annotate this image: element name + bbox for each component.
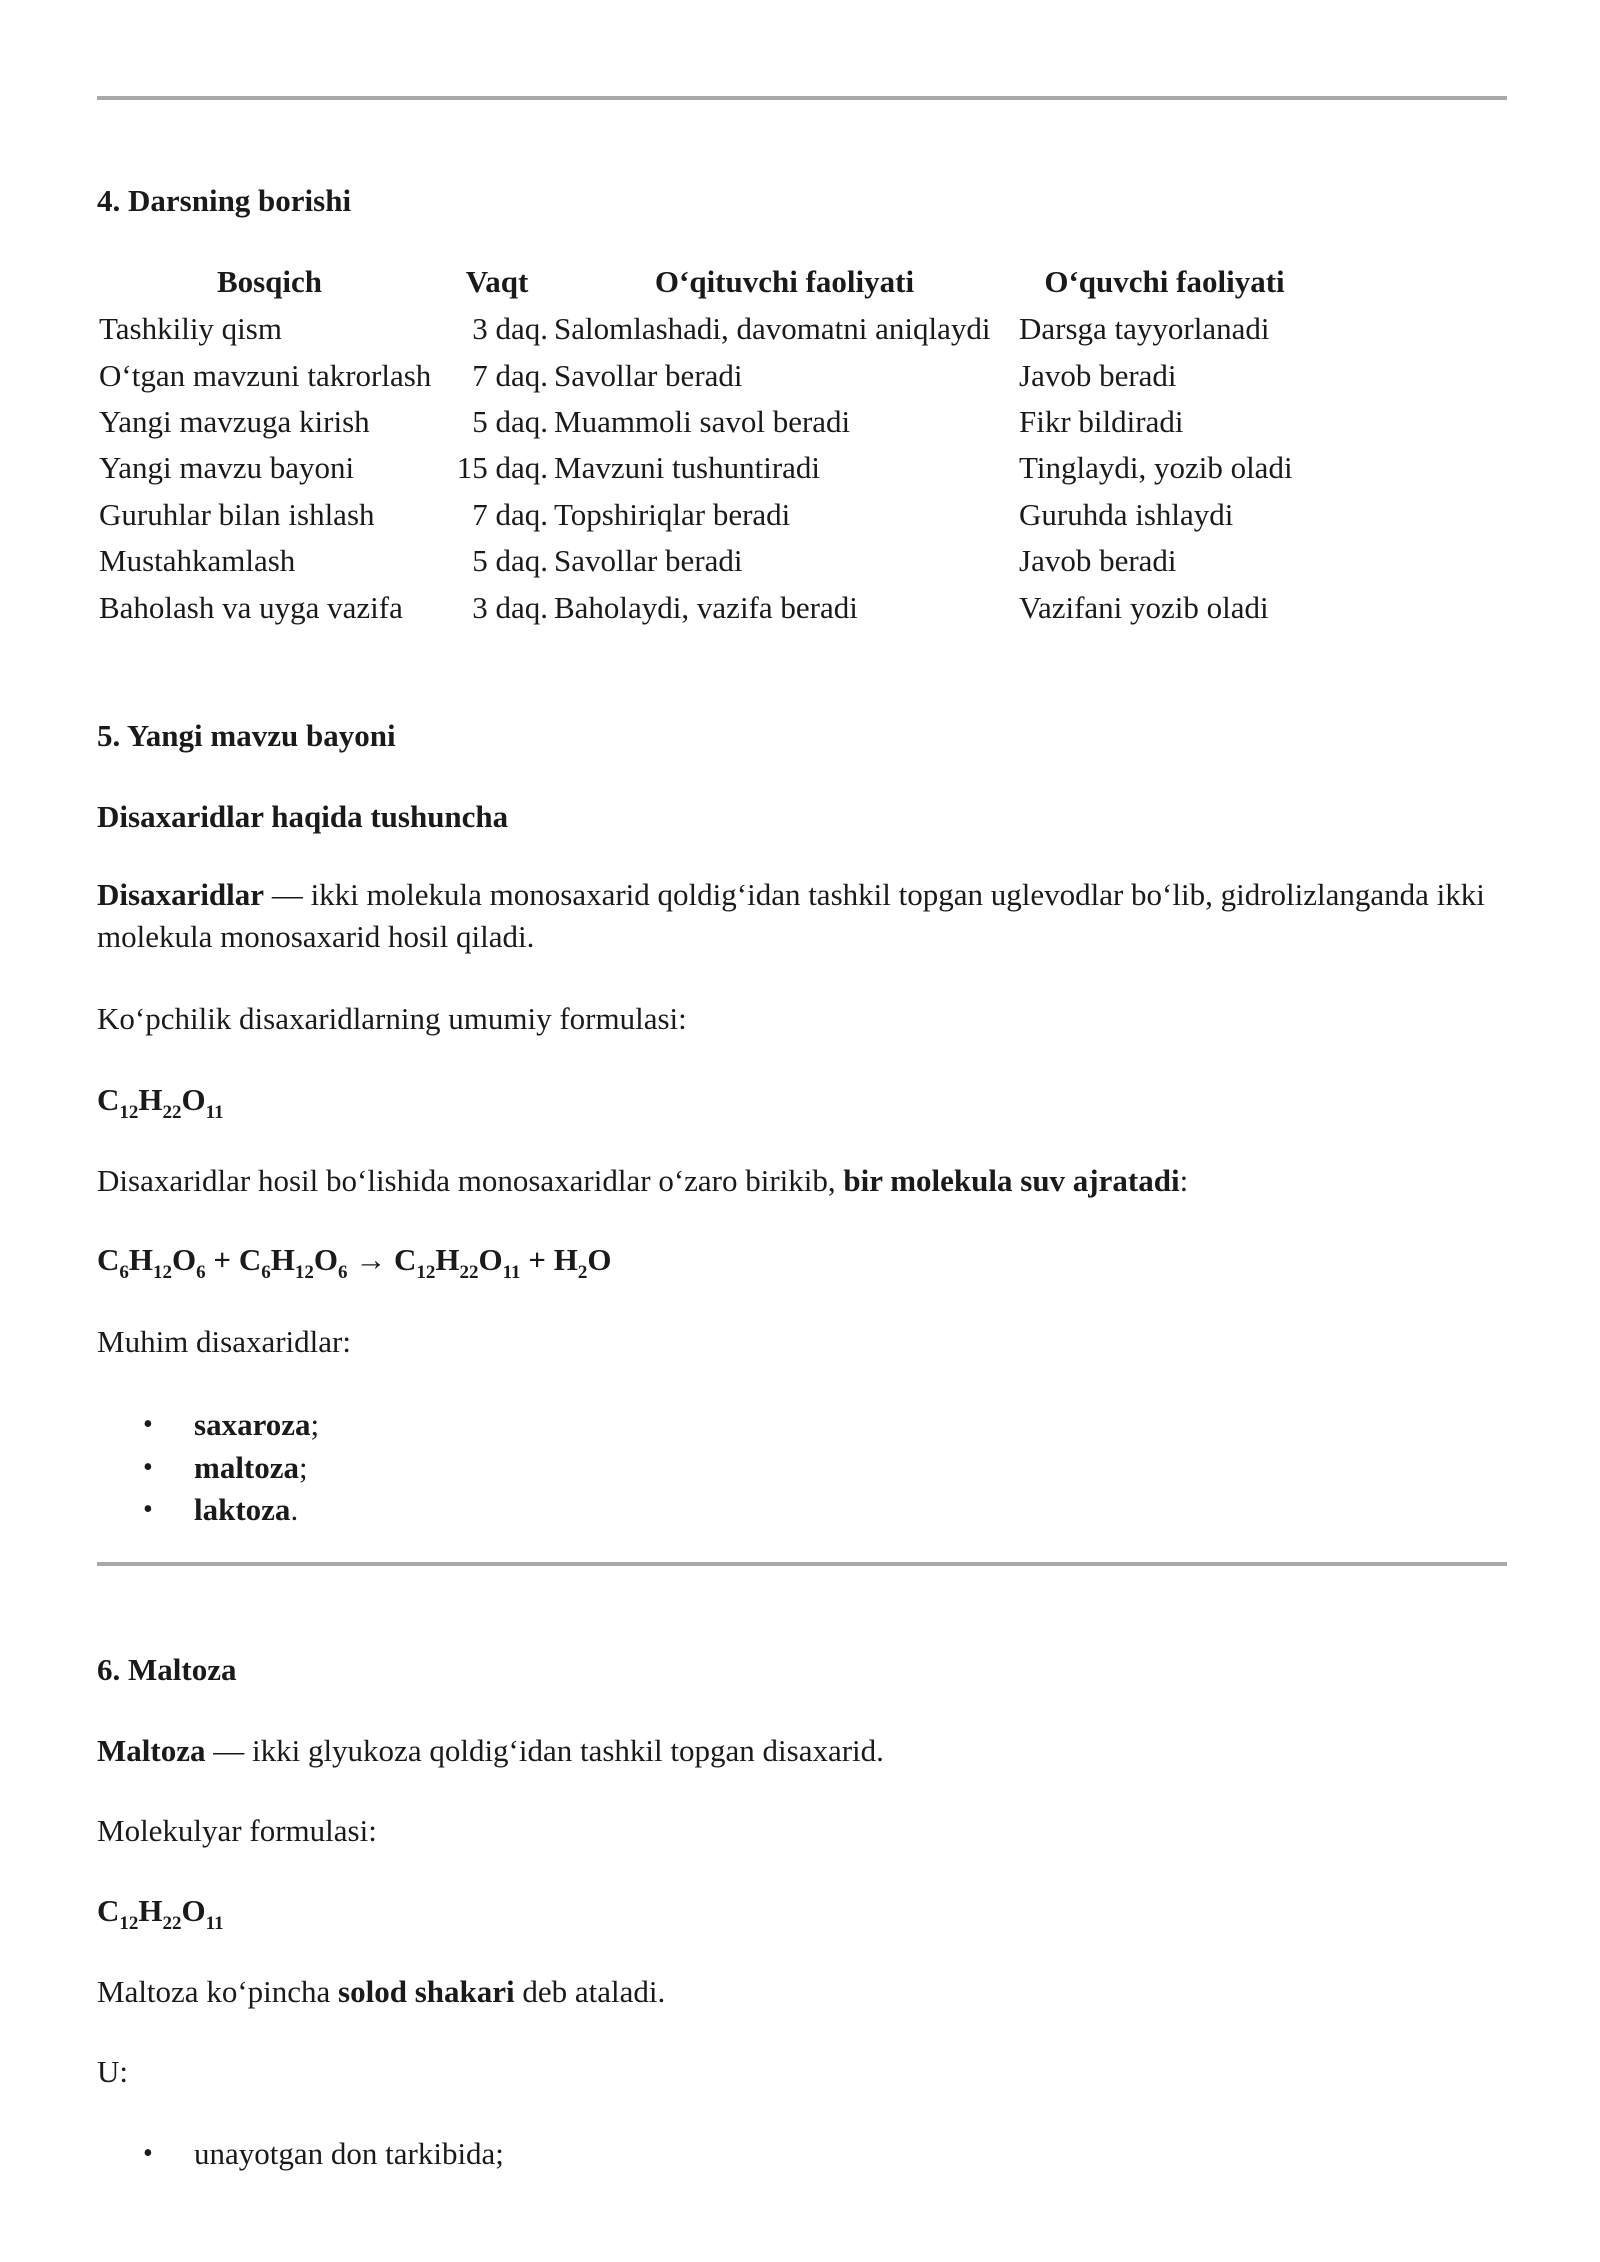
table-row — [97, 306, 1312, 352]
u-label: U: — [97, 2054, 128, 2089]
list-punct: ; — [310, 1407, 320, 1442]
disaccharide-name: saxaroza — [194, 1407, 311, 1442]
cell-teacher: Savollar beradi — [554, 357, 743, 393]
cell-student: Tinglaydi, yozib oladi — [1019, 450, 1293, 486]
list-item — [97, 1447, 319, 1490]
cell-student: Vazifani yozib oladi — [1019, 589, 1269, 625]
note-bold: solod shakari — [338, 1974, 515, 2009]
list-item — [97, 2133, 504, 2176]
section-6-heading: 6. Maltoza — [97, 1652, 237, 1687]
bullet-icon: • — [143, 1409, 153, 1440]
header-bosqich: Bosqich — [216, 264, 323, 299]
section-5-heading: 5. Yangi mavzu bayoni — [97, 718, 396, 753]
maltose-note — [97, 1971, 1517, 2013]
maltose-definition — [97, 1730, 1517, 1772]
cell-time: 3 daq. — [472, 311, 548, 347]
definition-term: Maltoza — [97, 1733, 206, 1768]
disaccharide-name: maltoza — [194, 1449, 300, 1485]
header-vaqt: Vaqt — [465, 264, 529, 299]
definition-text: — ikki molekula monosaxarid qoldig‘idan tashkil topgan uglevodlar bo‘lib, gidrolizlanganda ikki molekula monosaxarid hosil qiladi. — [97, 877, 1485, 954]
molecular-formula-label: Molekulyar formulasi: — [97, 1813, 377, 1848]
cell-stage: Guruhlar bilan ishlash — [99, 496, 375, 532]
list-punct: ; — [299, 1449, 308, 1485]
note-text: Maltoza ko‘pincha — [97, 1974, 339, 2009]
disaccharide-definition — [97, 874, 1517, 958]
lesson-plan-table — [97, 258, 1312, 631]
reaction-arrow: → — [355, 1242, 387, 1277]
table-row — [97, 399, 1312, 445]
bullet-icon: • — [143, 1494, 153, 1525]
cell-student: Javob beradi — [1019, 357, 1177, 393]
definition-term: Disaxaridlar — [97, 877, 265, 912]
disaccharide-name: laktoza — [194, 1492, 291, 1527]
general-formula-intro: Ko‘pchilik disaxaridlarning umumiy formulasi: — [97, 1001, 687, 1036]
cell-teacher: Mavzuni tushuntiradi — [554, 450, 821, 486]
cell-time: 5 daq. — [472, 403, 548, 439]
middle-divider — [97, 1562, 1507, 1566]
cell-time: 7 daq. — [472, 496, 548, 532]
cell-stage: Yangi mavzu bayoni — [99, 450, 355, 486]
table-header-row — [97, 258, 1312, 306]
cell-time: 15 daq. — [456, 450, 548, 486]
general-formula: $C_{12}H_{22}O_{11}$ — [97, 1082, 224, 1123]
cell-student: Javob beradi — [1019, 543, 1177, 579]
cell-student: Guruhda ishlaydi — [1019, 496, 1234, 532]
important-disaccharides-list — [97, 1404, 319, 1532]
plus-sign: + — [213, 1242, 232, 1277]
cell-time: 7 daq. — [472, 357, 548, 393]
list-item — [97, 1489, 319, 1532]
cell-stage: Tashkiliy qism — [99, 311, 282, 347]
list-punct: . — [290, 1492, 299, 1527]
formation-colon: : — [1179, 1163, 1189, 1198]
bullet-icon: • — [143, 1451, 153, 1483]
cell-teacher: Salomlashadi, davomatni aniqlaydi — [554, 311, 991, 347]
list-item — [97, 1404, 319, 1447]
maltose-formula: $C_{12}H_{22}O_{11}$ — [97, 1893, 224, 1934]
cell-time: 3 daq. — [472, 589, 548, 625]
cell-teacher: Topshiriqlar beradi — [554, 496, 791, 532]
table-row — [97, 492, 1312, 538]
table-row — [97, 352, 1312, 398]
source-text: unayotgan don tarkibida; — [194, 2136, 504, 2171]
cell-stage: O‘tgan mavzuni takrorlash — [99, 357, 432, 393]
table-row — [97, 445, 1312, 491]
formation-description — [97, 1160, 1517, 1202]
table-row — [97, 538, 1312, 584]
cell-teacher: Baholaydi, vazifa beradi — [554, 589, 858, 625]
important-disaccharides-label: Muhim disaxaridlar: — [97, 1324, 351, 1359]
cell-teacher: Savollar beradi — [554, 543, 743, 579]
cell-teacher: Muammoli savol beradi — [554, 403, 851, 439]
cell-stage: Yangi mavzuga kirish — [99, 403, 370, 439]
formation-text: Disaxaridlar hosil bo‘lishida monosaxaridlar o‘zaro birikib, — [97, 1163, 844, 1198]
cell-student: Fikr bildiradi — [1019, 403, 1184, 439]
cell-student: Darsga tayyorlanadi — [1019, 311, 1270, 347]
formation-equation: $C_6H_{12}O_6 + C_6H_{12}O_6 \to C_{12}H_{22}O_{11} + H_2O$ — [97, 1242, 612, 1283]
note-text-end: deb ataladi. — [514, 1974, 666, 2009]
cell-time: 5 daq. — [472, 543, 548, 579]
cell-stage: Baholash va uyga vazifa — [99, 589, 403, 625]
header-student: O‘quvchi faoliyati — [1044, 264, 1285, 299]
table-row — [97, 584, 1312, 630]
definition-text: — ikki glyukoza qoldig‘idan tashkil topgan disaxarid. — [205, 1733, 884, 1768]
header-teacher: O‘qituvchi faoliyati — [654, 264, 915, 299]
maltose-sources-list — [97, 2133, 504, 2176]
subheading-disaccharides: Disaxaridlar haqida tushuncha — [97, 799, 509, 834]
top-divider — [97, 96, 1507, 100]
cell-stage: Mustahkamlash — [99, 543, 296, 579]
bullet-icon: • — [143, 2138, 153, 2169]
section-4-heading: 4. Darsning borishi — [97, 183, 352, 218]
formation-bold: bir molekula suv ajratadi — [843, 1163, 1180, 1198]
